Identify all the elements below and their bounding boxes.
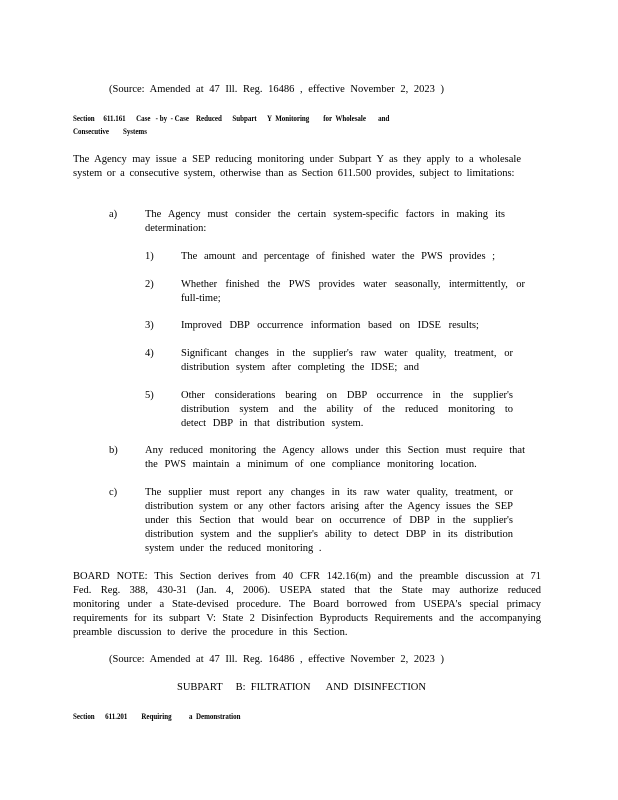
subitem-3-text: Improved DBP occurrence information based on IDSE results; [181,320,479,331]
subitem-2-label: 2) [145,279,154,290]
subitem-4-label: 4) [145,348,154,359]
section-heading-line-2: Consecutive Systems [73,126,147,136]
intro-paragraph: The Agency may issue a SEP reducing monitoring under Subpart Y as they apply to a wholesale system or a consecutive system, otherwise than as Section 611.500 provides, subject to limitations: [73,154,521,179]
subitem-5-label: 5) [145,390,154,401]
subpart-title: SUBPART B: FILTRATION AND DISINFECTION [177,682,426,693]
subitem-1-label: 1) [145,251,154,262]
subitem-1-text: The amount and percentage of finished water the PWS provides ; [181,251,496,262]
section-heading-line-1: Section 611.161 Case - by - Case Reduced Subpart Y Monitoring for Wholesale and [73,113,390,123]
item-c-text: The supplier must report any changes in its raw water quality, treatment, or distribution system or any other factors arising after the Agency issues the SEP under this Section that would bear on occurrence of DBP in the supplier's distribution system and the supplier's ability to detect DBP in its distribution system under the reduced monitoring . [145,487,513,554]
item-a-label: a) [109,209,118,220]
item-b-text: Any reduced monitoring the Agency allows under this Section must require that the PWS maintain a minimum of one compliance monitoring location. [145,445,525,470]
source-note: (Source: Amended at 47 Ill. Reg. 16486 , effective November 2, 2023 ) [109,84,444,95]
item-b-label: b) [109,445,118,456]
board-note: BOARD NOTE: This Section derives from 40 CFR 142.16(m) and the preamble discussion at 71 Fed. Reg. 388, 430-31 (Jan. 4, 2006). USEPA stated that the State may authorize reduced monitoring under a State-devised procedure. The Board borrowed from USEPA's special primacy requirements for its subpart V: State 2 Disinfection Byproducts Requirements and the accompanying preamble discussion to derive the procedure in this Section. [73,571,541,638]
subitem-5-text: Other considerations bearing on DBP occurrence in the supplier's distribution system and the ability of the reduced monitoring to detect DBP in that distribution system. [181,390,513,429]
subitem-4-text: Significant changes in the supplier's raw water quality, treatment, or distribution system after completing the IDSE; and [181,348,513,373]
item-c-label: c) [109,487,118,498]
source-note: (Source: Amended at 47 Ill. Reg. 16486 , effective November 2, 2023 ) [109,654,444,665]
item-a-text: The Agency must consider the certain system-specific factors in making its determination: [145,209,505,234]
section-heading: Section 611.201 Requiring a Demonstration [73,711,241,721]
subitem-3-label: 3) [145,320,154,331]
subitem-2-text: Whether finished the PWS provides water seasonally, intermittently, or full-time; [181,279,525,304]
